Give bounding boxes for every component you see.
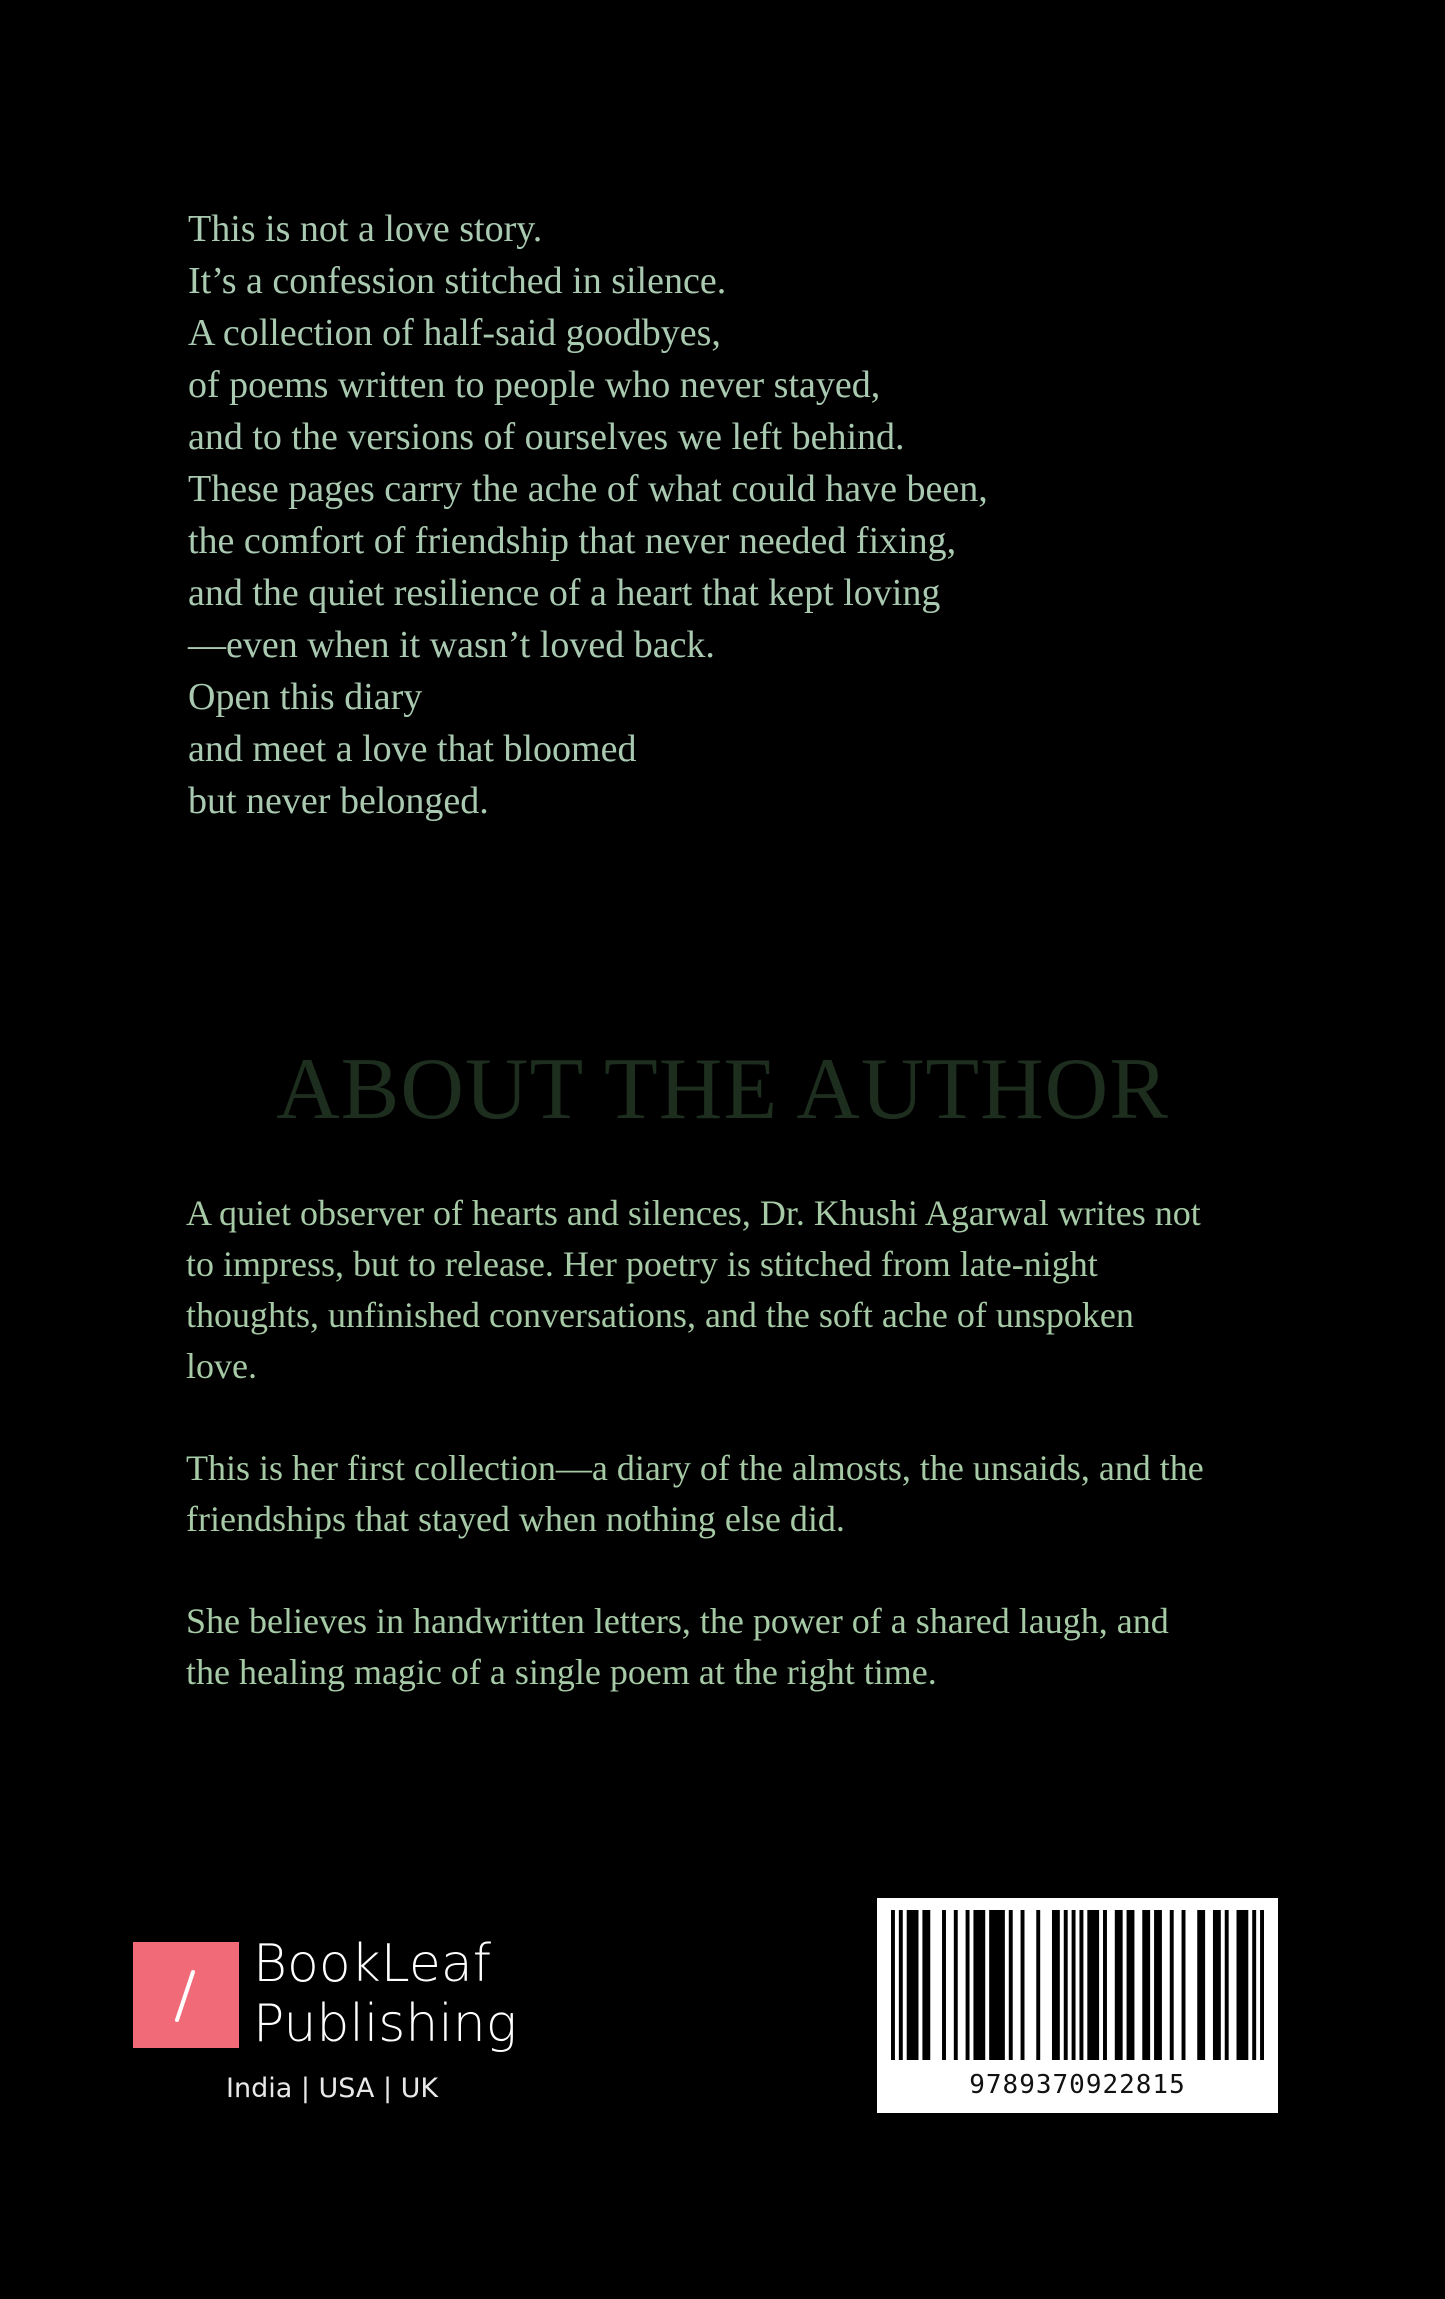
barcode-bar [1115,1910,1123,2060]
slash-icon [133,1942,239,2048]
blurb-line: of poems written to people who never stayed, [188,364,881,406]
barcode-bar [899,1910,903,2060]
barcode-bars [877,1898,1278,2070]
barcode-bar [1213,1910,1221,2060]
publisher-regions: India | USA | UK [226,2073,439,2104]
blurb-line: This is not a love story. [188,208,543,250]
blurb-line: It’s a confession stitched in silence. [188,260,727,302]
barcode-bar [1225,1910,1229,2060]
barcode-bar [907,1910,919,2060]
blurb-line: and meet a love that bloomed [188,728,637,770]
barcode-bar [942,1910,946,2060]
blurb-line: and the quiet resilience of a heart that kept loving [188,572,941,614]
barcode-bar [954,1910,958,2060]
publisher-name-line1: BookLeaf [253,1934,492,1994]
barcode-bar [973,1910,985,2060]
blurb-line: A collection of half-said goodbyes, [188,312,721,354]
barcode-bar [1182,1910,1186,2060]
blurb-line: and to the versions of ourselves we left behind. [188,416,905,458]
barcode-bar [966,1910,970,2060]
slash-mark-icon [133,1942,239,2048]
barcode-bar [1009,1910,1013,2060]
publisher-name-line2: Publishing [253,1994,517,2054]
bio-paragraph: This is her first collection—a diary of the almosts, the unsaids, and the friendships that stayed when nothing else did. [186,1448,1204,1539]
blurb-line: but never belonged. [188,780,489,822]
barcode-bar [1237,1910,1249,2060]
publisher-logo [133,1934,533,2112]
barcode-bar [1154,1910,1162,2060]
barcode-bar [1170,1910,1174,2060]
barcode-bar [1021,1910,1025,2060]
barcode-bar [1103,1910,1107,2060]
barcode-bar [1197,1910,1205,2060]
blurb-line: the comfort of friendship that never needed fixing, [188,520,957,562]
barcode-bar [891,1910,895,2060]
about-author-heading: ABOUT THE AUTHOR [276,1041,1169,1138]
barcode-bar [1064,1910,1068,2060]
barcode-bar [1260,1910,1264,2060]
bio-paragraph: A quiet observer of hearts and silences, Dr. Khushi Agarwal writes not to impress, but to release. Her poetry is stitched from late-night thoughts, unfinished conversations, and the soft ache of unspoken love. [186,1193,1201,1386]
isbn-barcode [877,1898,1278,2113]
barcode-bar [1087,1910,1099,2060]
publisher-name [253,1934,517,2054]
blurb [188,203,1288,827]
author-bio [186,1188,1206,1749]
barcode-bar [1142,1910,1150,2060]
barcode-bar [922,1910,930,2060]
isbn-number: 9789370922815 [969,2070,1186,2100]
barcode-bar [1072,1910,1076,2060]
blurb-line: —even when it wasn’t loved back. [188,624,715,666]
bio-paragraph: She believes in handwritten letters, the power of a shared laugh, and the healing magic of a single poem at the right time. [186,1601,1169,1692]
barcode-bar [989,1910,1005,2060]
barcode-bar [1036,1910,1040,2060]
barcode-bar [1052,1910,1060,2060]
barcode-bar [1079,1910,1083,2060]
barcode-bar [1252,1910,1256,2060]
blurb-line: These pages carry the ache of what could have been, [188,468,988,510]
blurb-line: Open this diary [188,676,423,718]
barcode-bar [1127,1910,1135,2060]
